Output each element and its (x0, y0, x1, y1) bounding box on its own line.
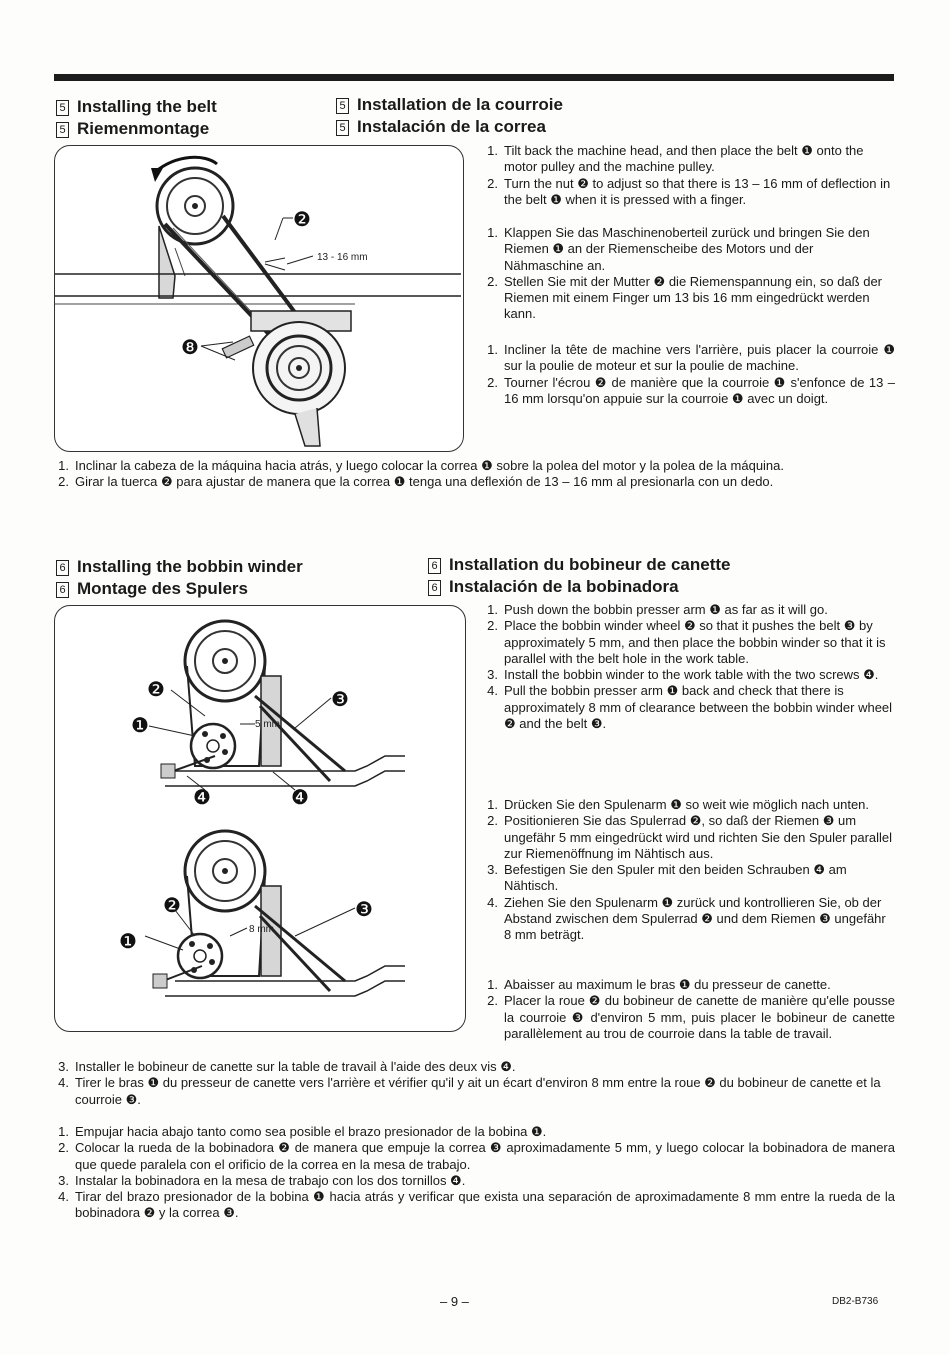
callout-belt-bottom: ❸ (355, 897, 373, 921)
list-item: 2. Turn the nut ❷ to adjust so that there is 13 – 16 mm of deflection in the belt ❶ when it is pressed with a finger. (487, 175, 891, 207)
section-number: 6 (428, 558, 441, 574)
heading-instalacion-correa: 5 Instalación de la correa (336, 116, 546, 137)
list-item: 3. Installer le bobineur de canette sur la table de travail à l'aide des deux vis ❹. (58, 1059, 516, 1074)
belt-steps-en (483, 143, 895, 208)
winder-clearance-measure: 8 mm (249, 924, 274, 935)
section-number: 6 (56, 560, 69, 576)
list-item: 2. Place the bobbin winder wheel ❷ so that it pushes the belt ❸ by approximately 5 mm, and then place the bobbin winder so that it is parallel with the belt hole in the work table. (487, 618, 886, 666)
belt-deflection-measure: 13 - 16 mm (317, 252, 368, 263)
list-item: 2. Placer la roue ❷ du bobineur de canette de manière qu'elle pousse la courroie ❸ d'environ 5 mm, puis placer le bobineur de canette parallèlement au trou de courroie dans la table de travail. (487, 993, 895, 1041)
list-item: 2. Girar la tuerca ❷ para ajustar de manera que la correa ❶ tenga una deflexión de 13 – 16 mm al presionarla con un dedo. (58, 474, 774, 490)
callout-nut: ❷ (293, 207, 311, 231)
list-item: 1. Klappen Sie das Maschinenoberteil zurück und bringen Sie den Riemen ❶ an der Riemenscheibe des Motors und der Nähmaschine an. (487, 225, 870, 273)
heading-installation-bobineur: 6 Installation du bobineur de canette (428, 554, 730, 575)
section-number: 6 (428, 580, 441, 596)
heading-montage-spulers: 6 Montage des Spulers (56, 578, 248, 599)
belt-installation-figure (54, 145, 464, 452)
section-number: 5 (336, 98, 349, 114)
list-item: 4. Tirar del brazo presionador de la bobina ❶ hacia atrás y verificar que exista una separación de aproximadamente 8 mm entre la rueda de la bobinadora ❷ y la correa ❸. (58, 1189, 895, 1221)
page-number: – 9 – (440, 1294, 469, 1309)
callout-winder-wheel-top: ❷ (147, 677, 165, 701)
section-number: 6 (56, 582, 69, 598)
heading-instalacion-bobinadora: 6 Instalación de la bobinadora (428, 576, 679, 597)
list-item: 1. Empujar hacia abajo tanto como sea posible el brazo presionador de la bobina ❶. (58, 1124, 547, 1139)
callout-belt: ❽ (181, 335, 199, 359)
section-number: 5 (56, 122, 69, 138)
list-item: 2. Tourner l'écrou ❷ de manière que la courroie ❶ s'enfonce de 13 – 16 mm lorsqu'on appuie sur la courroie ❶ avec un doigt. (487, 374, 895, 406)
list-item: 2. Stellen Sie mit der Mutter ❷ die Riemenspannung ein, so daß der Riemen mit einem Finger um 13 bis 16 mm eingedrückt werden kann. (487, 273, 883, 322)
heading-riemenmontage: 5 Riemenmontage (56, 118, 209, 139)
winder-steps-en (483, 602, 895, 732)
callout-screw-left: ❹ (193, 785, 211, 809)
winder-steps-fr (483, 977, 895, 1042)
winder-press-measure: 5 mm (255, 719, 280, 730)
section-number: 5 (56, 100, 69, 116)
list-item: 3. Install the bobbin winder to the work table with the two screws ❹. (487, 667, 879, 683)
callout-screw-right: ❹ (291, 785, 309, 809)
list-item: 4. Tirer le bras ❶ du presseur de canette vers l'arrière et vérifier qu'il y ait un écart d'environ 8 mm entre la roue ❷ du bobineur de canette et la courroie ❸. (58, 1075, 881, 1107)
header-rule (54, 74, 894, 81)
list-item: 1. Push down the bobbin presser arm ❶ as far as it will go. (487, 602, 828, 617)
document-code: DB2-B736 (832, 1296, 879, 1307)
list-item: 4. Pull the bobbin presser arm ❶ back and check that there is approximately 8 mm of clearance between the bobbin winder wheel ❷ and the belt ❸. (487, 683, 893, 732)
list-item: 1. Abaisser au maximum le bras ❶ du presseur de canette. (487, 977, 831, 992)
belt-steps-de (483, 225, 895, 323)
winder-steps-de (483, 797, 895, 944)
list-item: 1. Drücken Sie den Spulenarm ❶ so weit wie möglich nach unten. (487, 797, 870, 812)
winder-steps-fr-continued (54, 1059, 895, 1108)
heading-installation-courroie: 5 Installation de la courroie (336, 94, 563, 115)
list-item: 3. Befestigen Sie den Spuler mit den beiden Schrauben ❹ am Nähtisch. (487, 862, 847, 894)
belt-steps-fr (483, 342, 895, 407)
belt-steps-es (54, 458, 895, 491)
callout-winder-wheel-bottom: ❷ (163, 893, 181, 917)
callout-presser-arm-top: ❶ (131, 713, 149, 737)
bobbin-winder-figure (54, 605, 466, 1032)
list-item: 1. Inclinar la cabeza de la máquina hacia atrás, y luego colocar la correa ❶ sobre la polea del motor y la polea de la máquina. (58, 458, 785, 473)
list-item: 3. Instalar la bobinadora en la mesa de trabajo con los dos tornillos ❹. (58, 1172, 466, 1188)
winder-steps-es (54, 1124, 895, 1222)
heading-installing-belt: 5 Installing the belt (56, 96, 217, 117)
callout-belt-top: ❸ (331, 687, 349, 711)
list-item: 4. Ziehen Sie den Spulenarm ❶ zurück und kontrollieren Sie, ob der Abstand zwischen dem Spulerrad ❷ und dem Riemen ❸ ungefähr 8 mm beträgt. (487, 894, 886, 943)
list-item: 2. Colocar la rueda de la bobinadora ❷ de manera que empuje la correa ❸ aproximadamente 5 mm, y luego colocar la bobinadora de manera que quede paralela con el orificio de la correa en la mesa de trabajo. (58, 1140, 895, 1172)
list-item: 1. Tilt back the machine head, and then place the belt ❶ onto the motor pulley and the machine pulley. (487, 143, 864, 175)
section-number: 5 (336, 120, 349, 136)
callout-presser-arm-bottom: ❶ (119, 929, 137, 953)
list-item: 1. Incliner la tête de machine vers l'arrière, puis placer la courroie ❶ sur la poulie de moteur et sur la poulie de machine. (487, 342, 895, 374)
heading-installing-bobbin-winder: 6 Installing the bobbin winder (56, 556, 303, 577)
list-item: 2. Positionieren Sie das Spulerrad ❷, so daß der Riemen ❸ um ungefähr 5 mm eingedrückt wird und richten Sie den Spuler parallel zur Riemenöffnung im Nähtisch aus. (487, 813, 893, 861)
